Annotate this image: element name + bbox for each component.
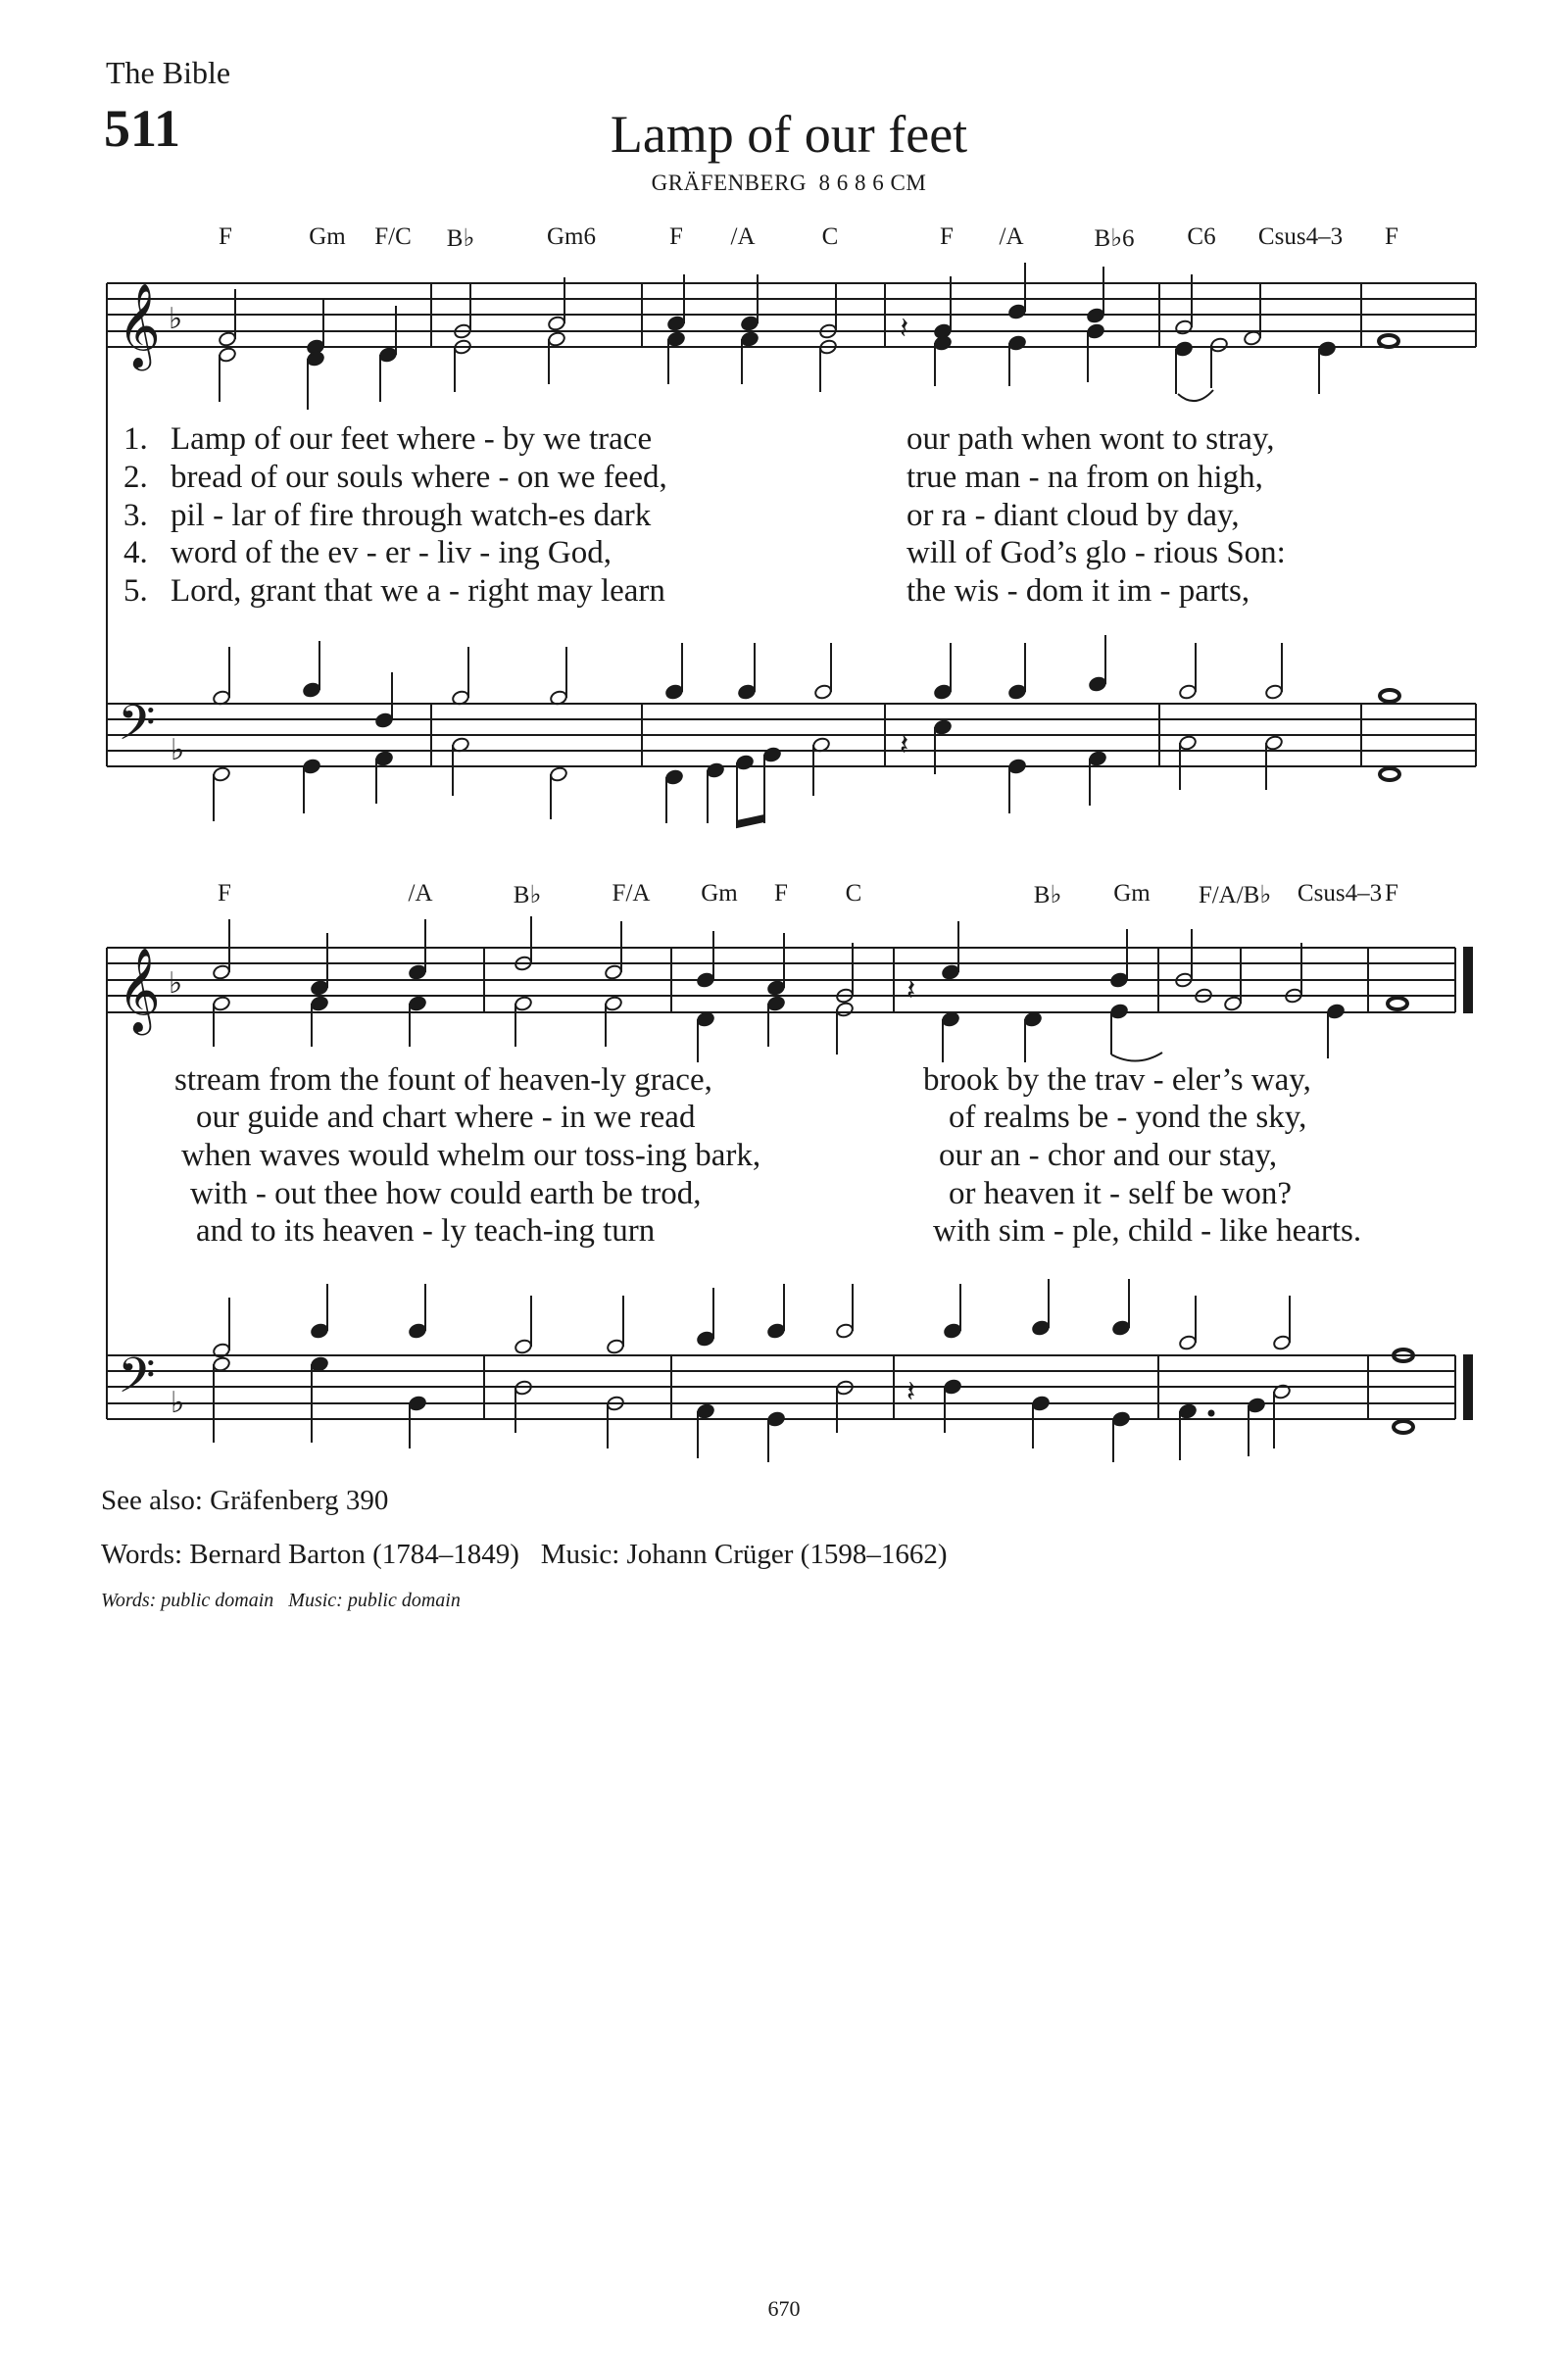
bass-clef-icon: 𝄢 <box>118 1348 156 1416</box>
chord-symbol: F <box>669 223 683 250</box>
chord-symbol: F/C <box>374 223 412 250</box>
hymn-title: Lamp of our feet <box>610 105 968 164</box>
system1-treble-notes <box>218 263 1398 410</box>
chord-row-system1 <box>0 223 1568 253</box>
lyric-left: and to its heaven - ly teach-ing turn <box>196 1213 656 1249</box>
verse-number: 1. <box>123 421 148 457</box>
section-label: The Bible <box>106 55 231 90</box>
verse-number: 4. <box>123 535 148 570</box>
system1-bass-notes <box>212 635 1399 827</box>
chord-symbol: Gm6 <box>547 223 596 250</box>
chord-row-system2 <box>0 880 1568 909</box>
tune-name: GRÄFENBERG <box>651 171 808 195</box>
lyric-left: our guide and chart where - in we read <box>196 1100 696 1135</box>
lyric-right: or ra - diant cloud by day, <box>906 498 1240 533</box>
verse-number: 3. <box>123 498 148 533</box>
verse-number: 2. <box>123 460 148 495</box>
bass-clef-icon: 𝄢 <box>118 695 156 763</box>
verse-number: 5. <box>123 573 148 609</box>
chord-symbol: B♭ <box>513 882 542 908</box>
system1-treble-staff <box>107 283 1476 347</box>
chord-symbol: /A <box>730 223 756 250</box>
lyric-left: bread of our souls where - on we feed, <box>171 460 667 495</box>
meter: 8 6 8 6 CM <box>818 171 927 195</box>
chord-symbol: C <box>845 880 862 907</box>
chord-symbol: C <box>821 223 839 250</box>
lyric-right: true man - na from on high, <box>906 460 1263 495</box>
treble-clef-icon: 𝄞 <box>118 948 161 1032</box>
lyric-left: with - out thee how could earth be trod, <box>190 1176 702 1211</box>
page-number: 670 <box>767 2296 801 2321</box>
chord-symbol: B♭ <box>1033 882 1062 908</box>
chord-symbol: F <box>774 880 788 907</box>
lyric-right: our an - chor and our stay, <box>939 1138 1278 1173</box>
quarter-rest-icon: 𝄽 <box>906 974 916 1006</box>
chord-symbol: F <box>940 223 954 250</box>
chord-symbol: F <box>1385 223 1398 250</box>
see-also: See also: Gräfenberg 390 <box>101 1485 389 1516</box>
chord-symbol: /A <box>999 223 1024 250</box>
quarter-rest-icon: 𝄽 <box>900 729 909 761</box>
chord-symbol: F <box>1385 880 1398 907</box>
lyric-left: Lamp of our feet where - by we trace <box>171 421 653 457</box>
lyric-right: the wis - dom it im - parts, <box>906 573 1250 609</box>
lyric-left: Lord, grant that we a - right may learn <box>171 573 665 609</box>
lyric-right: brook by the trav - eler’s way, <box>923 1062 1311 1098</box>
lyric-right: with sim - ple, child - like hearts. <box>933 1213 1362 1249</box>
system2-treble-notes <box>212 916 1407 1062</box>
chord-symbol: /A <box>408 880 433 907</box>
chord-symbol: F <box>218 880 231 907</box>
chord-symbol: Csus4–3 <box>1297 880 1383 907</box>
copyright: Words: public domain Music: public domain <box>101 1590 461 1611</box>
chord-symbol: Csus4–3 <box>1257 223 1344 250</box>
chord-symbol: C6 <box>1187 223 1216 250</box>
chord-symbol: Gm <box>701 880 738 907</box>
lyric-right: of realms be - yond the sky, <box>949 1100 1307 1135</box>
lyric-left: stream from the fount of heaven-ly grace, <box>174 1062 712 1098</box>
chord-symbol: B♭6 <box>1094 225 1135 252</box>
lyric-left: pil - lar of fire through watch-es dark <box>171 498 652 533</box>
lyric-right: or heaven it - self be won? <box>949 1176 1293 1211</box>
chord-symbol: F/A/B♭ <box>1198 882 1272 908</box>
chord-symbol: B♭ <box>446 225 475 252</box>
flat-icon: ♭ <box>169 966 183 1001</box>
flat-icon: ♭ <box>171 733 185 767</box>
chord-symbol: F/A <box>612 880 651 907</box>
flat-icon: ♭ <box>169 302 183 336</box>
lyric-right: will of God’s glo - rious Son: <box>906 535 1286 570</box>
hymn-number: 511 <box>104 99 181 158</box>
lyric-left: when waves would whelm our toss-ing bark, <box>181 1138 761 1173</box>
quarter-rest-icon: 𝄽 <box>900 313 909 345</box>
flat-icon: ♭ <box>171 1386 185 1420</box>
treble-clef-icon: 𝄞 <box>118 283 161 368</box>
chord-symbol: Gm <box>1113 880 1151 907</box>
chord-symbol: F <box>219 223 232 250</box>
system1-bass-staff <box>107 704 1476 766</box>
lyric-right: our path when wont to stray, <box>906 421 1275 457</box>
lyric-left: word of the ev - er - liv - ing God, <box>171 535 612 570</box>
quarter-rest-icon: 𝄽 <box>906 1376 916 1408</box>
chord-symbol: Gm <box>309 223 346 250</box>
credits: Words: Bernard Barton (1784–1849) Music: Johann Crüger (1598–1662) <box>101 1539 948 1570</box>
